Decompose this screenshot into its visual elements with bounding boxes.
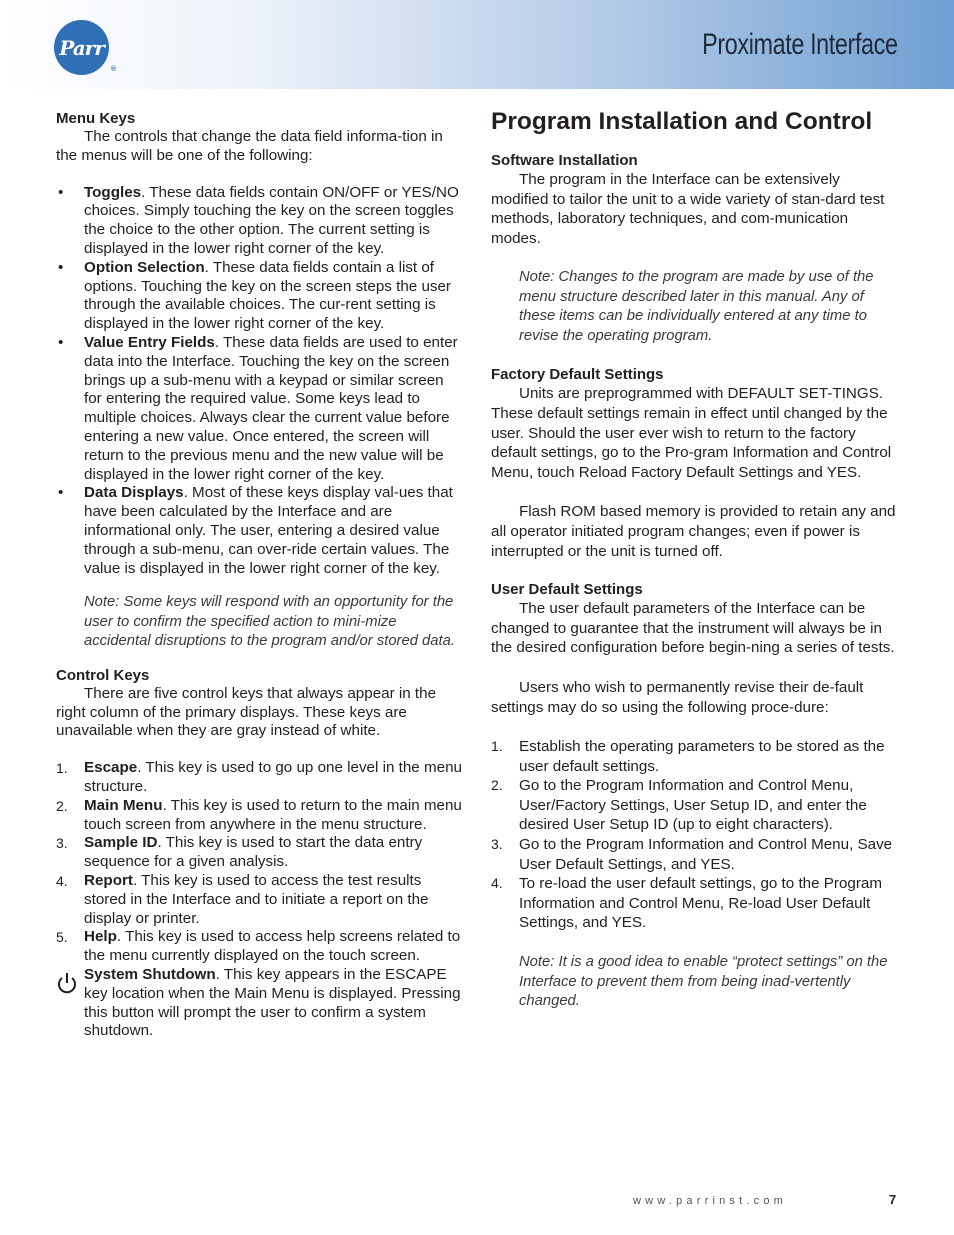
bullet-term: Value Entry Fields: [84, 333, 215, 351]
user-default-procedure-intro: Users who wish to permanently revise their de-fault settings may do so using the following proce-dure:: [491, 678, 864, 716]
list-item: • Option Selection. These data fields contain a list of options. Touching the key on the screen steps the user through the available choices. The cur-rent setting is displayed in the lower right corner of the key.: [58, 258, 451, 333]
software-installation-text: The program in the Interface can be extensively modified to tailor the unit to a wide variety of stan-dard test methods, laboratory techniques, and com-munication modes.: [491, 171, 885, 247]
list-item: 5. Help. This key is used to access help screens related to the menu currently displayed on the touch screen.: [56, 928, 461, 965]
logo-registered-mark: ®: [110, 66, 115, 73]
control-keys-heading: Control Keys: [56, 666, 150, 684]
list-item: • Toggles. These data fields contain ON/OFF or YES/NO choices. Simply touching the key on the screen toggles the choice to the other option. The current setting is displayed in the lower right corner of the key.: [58, 183, 459, 257]
footer-url: www.parrinst.com: [633, 1195, 787, 1207]
user-default-steps: [491, 737, 899, 933]
protect-settings-note: Note: It is a good idea to enable “protect settings” on the Interface to prevent them from being inad-vertently changed.: [519, 954, 888, 1010]
factory-default-heading: Factory Default Settings: [491, 366, 664, 384]
software-installation-heading: Software Installation: [491, 152, 638, 169]
bullet-term: Data Displays: [84, 484, 184, 502]
menu-keys-note: Note: Some keys will respond with an opportunity for the user to confirm the specified action to mini-mize accidental disruptions to the program and/or stored data.: [84, 594, 455, 650]
list-item: • Data Displays. Most of these keys display val-ues that have been calculated by the Interface and are informational only. The user, entering a desired value through a sub-menu, can over-ride certain values. The value is displayed in the lower right corner of the key.: [58, 484, 453, 577]
section-title: Program Installation and Control: [491, 108, 873, 135]
factory-default-text: Units are preprogrammed with DEFAULT SET-TINGS. These default settings remain in effect until changed by the user. Should the user ever wish to return to the factory default settings, go to the Pro-gram Information and Control Menu, touch Reload Factory Default Settings and YES.: [491, 385, 892, 481]
bullet-text: . Most of these keys display val-ues that have been calculated by the Interface and are informational only. The user, entering a desired value through a sub-menu, can over-ride certain values. The value is displayed in the lower right corner of the key.: [84, 484, 453, 577]
shutdown-term: System Shutdown: [84, 965, 216, 983]
control-keys-intro: There are five control keys that always appear in the right column of the primary displays. These keys are unavailable when they are gray instead of white.: [56, 684, 437, 740]
control-key-term: Main Menu: [84, 796, 163, 814]
page-header-title: Proximate Interface: [702, 28, 898, 61]
power-icon: [56, 972, 78, 996]
control-keys-list: [56, 759, 464, 966]
list-item: 1. Escape. This key is used to go up one level in the menu structure.: [56, 759, 462, 796]
right-column: [491, 108, 899, 1012]
list-item: • Value Entry Fields. These data fields are used to enter data into the Interface. Touching the key on the screen brings up a sub-menu with a keypad or similar screen for entering the required value. Some keys lead to multiple choices. Always clear the current value before entering a new value. Once entered, the screen will return to the previous menu and the new value will be displayed in the lower right corner of the key.: [58, 333, 458, 483]
list-item: 3. Go to the Program Information and Control Menu, Save User Default Settings, and YES.: [491, 836, 893, 873]
list-item: 4. Report. This key is used to access the test results stored in the Interface and to initiate a report on the display or printer.: [56, 872, 429, 927]
bullet-term: Option Selection: [84, 258, 205, 276]
control-key-term: Help: [84, 928, 117, 946]
page-number: 7: [889, 1192, 897, 1207]
page-header: [0, 0, 954, 89]
parr-logo: [54, 20, 115, 75]
bullet-text: . These data fields contain a list of options. Touching the key on the screen steps the user through the available choices. The cur-rent setting is displayed in the lower right corner of the key.: [84, 258, 451, 333]
menu-key-types-list: [56, 184, 464, 579]
bullet-text: . These data fields contain ON/OFF or YES/NO choices. Simply touching the key on the screen toggles the choice to the other option. The current setting is displayed in the lower right corner of the key.: [84, 183, 459, 257]
list-item: 4. To re-load the user default settings, go to the Program Information and Control Menu, Re-load User Default Settings, and YES.: [491, 875, 883, 932]
user-default-text: The user default parameters of the Interface can be changed to guarantee that the instrument will always be in the desired configuration before begin-ning a series of tests.: [491, 600, 895, 657]
list-item: 1. Establish the operating parameters to be stored as the user default settings.: [491, 738, 885, 775]
bullet-term: Toggles: [84, 183, 142, 201]
bullet-text: . These data fields are used to enter data into the Interface. Touching the key on the screen brings up a sub-menu with a keypad or similar screen for entering the required value. Some keys lead to multiple choices. Always clear the current value before entering a new value. Once entered, the screen will return to the previous menu and the new value will be displayed in the lower right corner of the key.: [84, 333, 458, 483]
control-key-term: Escape: [84, 759, 138, 777]
control-key-term: Sample ID: [84, 834, 158, 852]
list-item: 2. Main Menu. This key is used to return to the main menu touch screen from anywhere in the menu structure.: [56, 796, 462, 833]
list-item: 3. Sample ID. This key is used to start the data entry sequence for a given analysis.: [56, 834, 423, 871]
logo-text: Parr: [59, 35, 104, 60]
user-default-heading: User Default Settings: [491, 581, 643, 599]
menu-keys-heading: Menu Keys: [56, 110, 136, 127]
control-key-term: Report: [84, 872, 133, 889]
flash-rom-text: Flash ROM based memory is provided to retain any and all operator initiated program changes; even if power is interrupted or the unit is turned off.: [491, 503, 896, 560]
list-item: 2. Go to the Program Information and Control Menu, User/Factory Settings, User Setup ID, and enter the desired User Setup ID (up to eight characters).: [491, 777, 867, 834]
software-installation-note: Note: Changes to the program are made by use of the menu structure described later in this manual. Any of these items can be individually entered at any time to revise the operating program.: [519, 269, 874, 344]
menu-keys-intro: The controls that change the data field informa-tion in the menus will be one of the following:: [56, 128, 443, 164]
left-column: [56, 110, 464, 1041]
shutdown-text: . This key appears in the ESCAPE key location when the Main Menu is displayed. Pressing this button will prompt the user to confirm a system shutdown.: [84, 965, 461, 1040]
system-shutdown-item: [56, 966, 464, 1041]
